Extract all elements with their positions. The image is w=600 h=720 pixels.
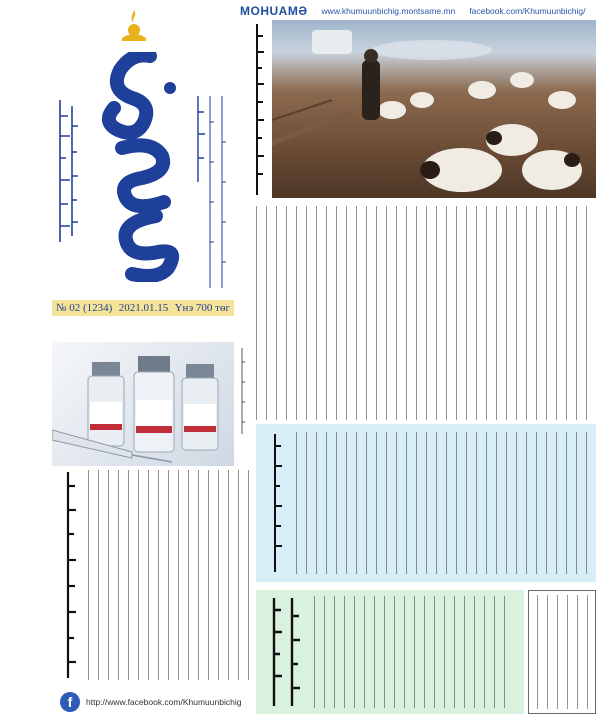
blue-box-headline [264, 432, 286, 574]
masthead-subtitle-left [52, 96, 80, 246]
footer-facebook-url[interactable]: http://www.facebook.com/Khumuunbichig [86, 697, 242, 707]
issue-date: 2021.01.15 [118, 302, 169, 314]
green-box-headline [264, 596, 304, 708]
masthead-info-band [52, 300, 234, 316]
blue-box-article [256, 424, 596, 582]
newspaper-logo [92, 52, 192, 282]
facebook-icon: f [60, 692, 80, 712]
facebook-link[interactable]: facebook.com/Khumuunbichig/ [469, 6, 586, 16]
header-bar [240, 4, 596, 18]
green-box-text [310, 596, 518, 708]
main-headline [246, 22, 268, 197]
green-box-article [256, 590, 524, 714]
vaccine-caption [238, 346, 246, 436]
blue-box-text [292, 432, 590, 574]
left-article-headline [56, 470, 80, 680]
vaccine-photo [52, 342, 234, 466]
bottom-right-notice-box [528, 590, 596, 714]
main-article-text [250, 206, 594, 420]
notice-box-text [533, 595, 591, 709]
top-photo [272, 20, 596, 198]
footer-facebook[interactable] [60, 690, 256, 714]
left-article-text [84, 470, 256, 680]
soyombo-icon [118, 8, 150, 48]
website-link[interactable]: www.khumuunbichig.montsame.mn [321, 6, 456, 16]
brand-logo-text: MOHUAMƏ [240, 4, 308, 18]
issue-number: № 02 (1234) [56, 302, 113, 314]
issue-price: Үнэ 700 төг [174, 302, 230, 314]
masthead-subtitle-right [190, 92, 230, 292]
